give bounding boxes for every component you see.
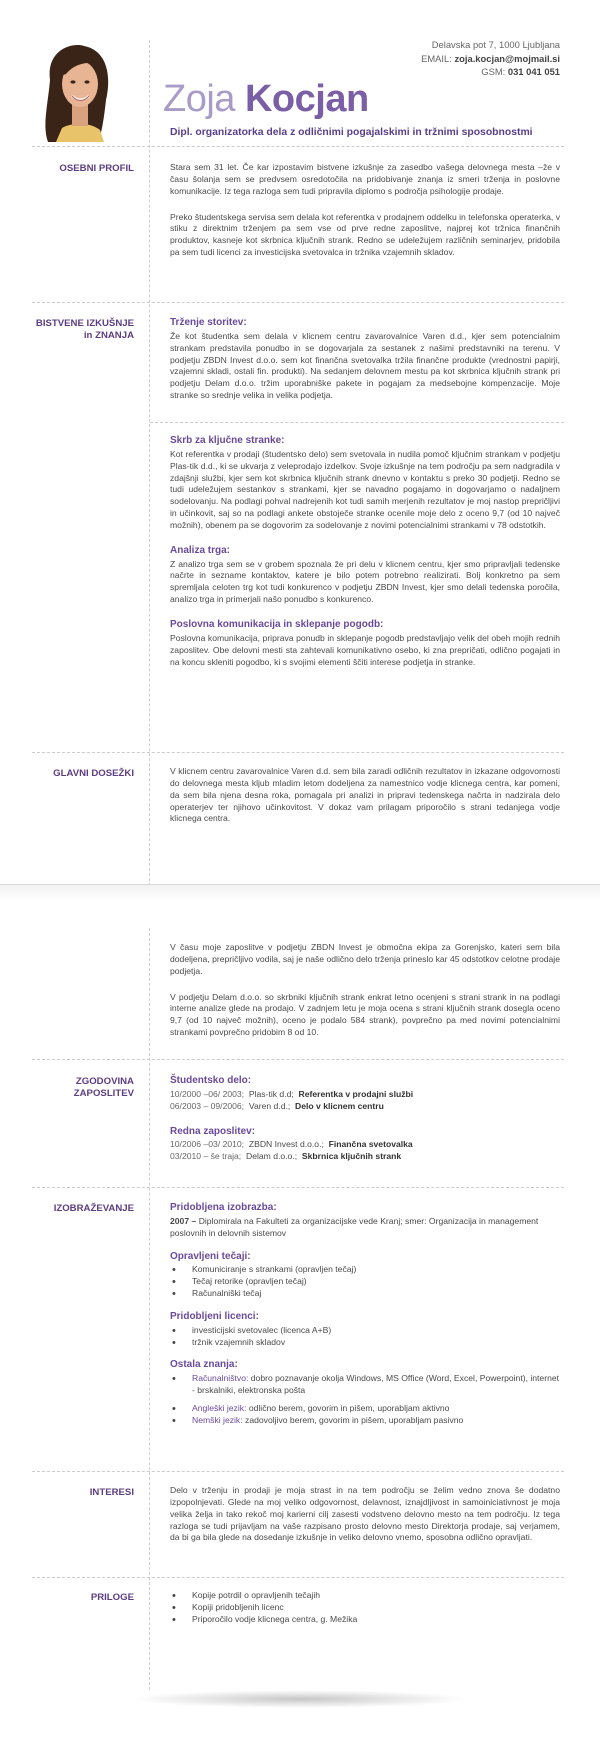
education-courses-title: Opravljeni tečaji: — [170, 1250, 251, 1262]
section-label-education: IZOBRAŽEVANJE — [53, 1203, 134, 1214]
section-label-history — [74, 1076, 134, 1101]
candidate-name — [163, 80, 369, 118]
list-item: • Kopije potrdil o opravljenih tečajih — [170, 1590, 560, 1602]
divider — [32, 1471, 564, 1472]
skill-name: Računalništvo: — [192, 1373, 249, 1384]
column-divider — [149, 928, 150, 1690]
history-regular-title: Redna zaposlitev: — [170, 1125, 256, 1137]
section-label-skills-line2: in ZNANJA — [83, 330, 134, 342]
list-item: • Kopiji pridobljenih licenc — [170, 1602, 560, 1614]
section-label-achievements: GLAVNI DOSEŽKI — [53, 768, 134, 779]
list-item: • tržnik vzajemnih skladov — [170, 1337, 560, 1349]
history-company: Delam d.o.o.; — [245, 1151, 298, 1162]
history-dates: 03/2010 – še traja; — [170, 1151, 242, 1162]
gsm-label: GSM: — [481, 66, 506, 78]
divider — [150, 422, 564, 423]
skill-title: Trženje storitev: — [170, 317, 247, 328]
achievement-paragraph: V podjetju Delam d.o.o. so skrbniki ključnih strank enkrat letno ocenjeni s strani strank in na podlagi interne analize glede na prodajo. V zadnjem letu je moja ocena s strani ključnih strank dosegla oceno 9,7 (od 10 največ možnih), oceno je podalo 584 strank), povprečno pa med novimi potencialnimi strankami povprečno pridobim 8 od 10. — [170, 991, 560, 1038]
courses-list — [170, 1264, 560, 1300]
divider — [32, 146, 564, 147]
list-item — [170, 1373, 560, 1397]
licences-list — [170, 1325, 560, 1349]
section-label-interests: INTERESI — [89, 1487, 134, 1498]
divider — [32, 1187, 564, 1188]
section-achievements-2 — [170, 942, 560, 1039]
email-link[interactable]: zoja.kocjan@mojmail.si — [454, 52, 560, 64]
skill-title: Analiza trga: — [170, 544, 231, 556]
email-label: EMAIL: — [421, 52, 452, 64]
gsm-line — [421, 65, 560, 79]
list-item: • Priporočilo vodje klicnega centra, g. Mežika — [170, 1614, 560, 1626]
contact-info — [421, 38, 560, 79]
address: Delavska pot 7, 1000 Ljubljana — [431, 39, 560, 50]
candidate-subtitle: Dipl. organizatorka dela z odličnimi pogajalskimi in tržnimi sposobnostmi — [170, 127, 533, 138]
column-divider — [149, 40, 150, 886]
divider — [32, 302, 564, 303]
history-dates: 06/2003 – 09/2006; — [170, 1100, 245, 1111]
history-role: Finančna svetovalka — [328, 1139, 413, 1150]
email-line — [421, 52, 560, 66]
section-label-attachments: PRILOGE — [90, 1592, 134, 1603]
skill-text: Že kot študentka sem delala v klicnem centru zavarovalnice Varen d.d., kjer sem potencialnim strankam predstavila ponudbo in se dogovarjala za sestanek z našimi predstavniki na terenu. V podjetju ZBDN Invest d.o.o. sem kot finančna svetovalka tržila finančne produkte (vrednostni papirji, vzajemni skladi, ostali fin. produkti). Na sedanjem delovnem mestu pa kot skrbnica ključnih strank pri podjetju Delam d.o.o. tržim uporabniške pakete in pogajam za medsebojne kompenzacije. Moje stranke so srednje velika in velika podjetja. — [170, 330, 560, 401]
divider — [32, 1059, 564, 1060]
education-degree-title: Pridobljena izobrazba: — [170, 1202, 277, 1213]
education-degree-text: Diplomirala na Fakulteti za organizacijske vede Kranj; smer: Organizacija in management poslovnih in delovnih sistemov — [170, 1215, 539, 1238]
education-degree — [170, 1216, 560, 1240]
first-name: Zoja — [163, 78, 235, 120]
section-label-skills-line1: BISTVENE IZKUŠNJE — [35, 318, 134, 329]
education-licences-title: Pridobljeni licenci: — [170, 1310, 259, 1322]
list-item — [170, 1415, 560, 1427]
history-company: Plas-tik d.d; — [248, 1088, 294, 1099]
achievement-paragraph: V klicnem centru zavarovalnice Varen d.d. sem bila zaradi odličnih rezultatov in izkazane odgovornosti do delovnega mesta kljub mladim letom dodeljena za namestnico vodje klicnega centra, kar pomeni, da sem bila njena desna roka, pomagala pri analizi in pripravi tedenskega načrta in nadzirala delo operaterjev ter njihovo učinkovitost. V dokaz vam prilagam priporočilo s strani tedanjega vodje klicnega centra. — [170, 766, 560, 824]
section-education — [170, 1201, 560, 1427]
history-role: Skbrnica ključnih strank — [301, 1151, 402, 1162]
skill-name: Angleški jezik: — [192, 1402, 247, 1413]
skill-title: Poslovna komunikacija in sklepanje pogodb: — [170, 619, 384, 631]
cv-page-2 — [0, 900, 600, 1720]
skill-text: Kot referentka v prodaji (študentsko delo) sem svetovala in nudila pomoč ključnim strankam v podjetju Plas-tik d.d., ki se ukvarja z veleprodajo izdelkov. Svoje izkušnje na tem področju pa sem nadgradila v zdajšnji službi, kjer sem kot skrbnica ključnih strank dnevno v kontaktu s preko 30 podjetji. Redno se tudi udeležujem sestankov s strankami, kjer se navadno pogajamo in dogovarjamo o nadaljnem sodelovanju. Na podlagi pohval nadrejenih kot tudi samih merjenih rezultatov je moj nastop prepričljivi in učinkovit, saj so na podlagi ankete obstoječe stranke ocenile moje delo z oceno 9,7 (od 10 največ možnih), obenem pa se dogovorim za sodelovanje z novimi potencialnimi strankami v 78 odstotkih. — [170, 448, 560, 530]
achievement-paragraph: V času moje zaposlitve v podjetju ZBDN Invest je območna ekipa za Gorenjsko, kateri sem bila dodeljena, prepričljivo vodila, saj je naše odlično delo trženja prineslo kar 45 odstotkov celotne prodaje podjetja. — [170, 942, 560, 976]
history-dates: 10/2000 –06/ 2003; — [170, 1088, 245, 1099]
profile-paragraph: Preko študentskega servisa sem delala kot referentka v prodajnem oddelku in telefonska operaterka, v stiku z direktnim trženjem pa sem vse od prve redne zaposlitve, najprej kot tržnica finančnih produktov, kasneje kot skrbnica ključnih strank. Redno se udeležujem različnih seminarjev, pridobila pa sem tudi licenci za investicijska svetovalca in tržnika vzajemnih skladov. — [170, 211, 560, 258]
history-company: Varen d.d.; — [248, 1100, 291, 1111]
history-row — [170, 1101, 560, 1113]
attachments-list — [170, 1590, 560, 1626]
list-item: • Komuniciranje s strankami (opravljen tečaj) — [170, 1264, 560, 1276]
history-row — [170, 1139, 560, 1151]
gsm-number: 031 041 051 — [507, 66, 560, 78]
divider — [32, 752, 564, 753]
list-item — [170, 1403, 560, 1415]
skill-name: Nemški jezik: — [192, 1414, 243, 1425]
skill-desc: dobro poznavanje okolja Windows, MS Office (Word, Excel, Powerpoint), internet - brskalniki, elektronska pošta — [192, 1373, 560, 1396]
skill-text: Z analizo trga sem se v grobem spoznala že pri delu v klicnem centru, kjer smo pripravljali tedenske načrte in sezname kontaktov, katere je bilo potem potrebno realizirati. Bolj konkretno pa sem spremljala celoten trg kot tudi konkurenco v podjetju ZBDN Invest, kjer smo delali tedenska poročila, analizo trga in primerjali našo ponudbo s konkurenco. — [170, 558, 560, 605]
section-label-history-line2: ZAPOSLITEV — [73, 1088, 134, 1100]
history-role: Referentka v prodajni službi — [298, 1088, 414, 1099]
skill-desc: zadovoljivo berem, govorim in pišem, uporabljam pasivno — [245, 1414, 464, 1425]
list-item: • Tečaj retorike (opravljen tečaj) — [170, 1276, 560, 1288]
interests-text: Delo v trženju in prodaji je moja strast in na tem področju se želim vedno znova še dodatno izpopolnjevati. Glede na moj veliko odgovornost, delavnost, iznajdljivost in samoiniciativnost je moja velika želja in tako rekoč moj karierni cilj zasesti vodstveno delovno mesto na tem področju. Iz tega razloga se tudi prijavljam na vaše razpisano prosto delovno mesto Direktorja prodaje, saj verjamem, da bi ga bila glede na dosedanje izkušnje in veliko delovno vnemo, sposobna odlično opravljati. — [170, 1485, 560, 1543]
skill-text: Poslovna komunikacija, priprava ponudb in sklepanje pogodb predstavljajo velik del obeh mojih rednih zaposlitev. Obe delovni mesti sta zahtevali komunikativno osebo, ki zna prepričati, odlično pogajati in na koncu skleniti pogodbo, ki s svojimi elementi ščiti interese podjetja in stranke. — [170, 632, 560, 667]
profile-paragraph: Stara sem 31 let. Če kar izpostavim bistvene izkušnje za zasedbo vašega delovnega mesta –že v času šolanja sem se predvsem osredotočila na pridobivanje znanja iz smeri trženja in poslovne komunikacije. Iz tega razloga sem tudi pripravila diplomo s področja psihologije prodaje. — [170, 162, 560, 196]
history-row — [170, 1089, 560, 1101]
page-shadow — [130, 1690, 470, 1708]
education-degree-year: 2007 – — [170, 1215, 197, 1226]
last-name: Kocjan — [244, 78, 369, 120]
history-role: Delo v klicnem centru — [295, 1100, 384, 1111]
section-skills-2 — [170, 434, 560, 668]
divider — [32, 1577, 564, 1578]
history-company: ZBDN Invest d.o.o.; — [248, 1139, 324, 1150]
section-skills-1 — [170, 316, 560, 402]
section-label-history-line1: ZGODOVINA — [75, 1076, 134, 1087]
skill-desc: odlično berem, govorim in pišem, uporabljam aktivno — [248, 1402, 450, 1413]
list-item: • Računalniški tečaj — [170, 1288, 560, 1300]
section-achievements-1 — [170, 766, 560, 825]
section-interests — [170, 1485, 560, 1544]
section-label-skills — [36, 318, 134, 343]
section-history — [170, 1074, 560, 1163]
other-skills-list — [170, 1373, 560, 1426]
history-row — [170, 1151, 560, 1163]
list-item: • investicijski svetovalec (licenca A+B) — [170, 1325, 560, 1337]
section-profile — [170, 162, 560, 259]
section-label-profile: OSEBNI PROFIL — [59, 163, 134, 174]
education-other-title: Ostala znanja: — [170, 1359, 238, 1371]
profile-photo — [32, 40, 124, 142]
history-dates: 10/2006 –03/ 2010; — [170, 1139, 245, 1150]
section-attachments — [170, 1590, 560, 1626]
skill-title: Skrb za ključne stranke: — [170, 435, 285, 446]
history-student-title: Študentsko delo: — [170, 1075, 252, 1086]
